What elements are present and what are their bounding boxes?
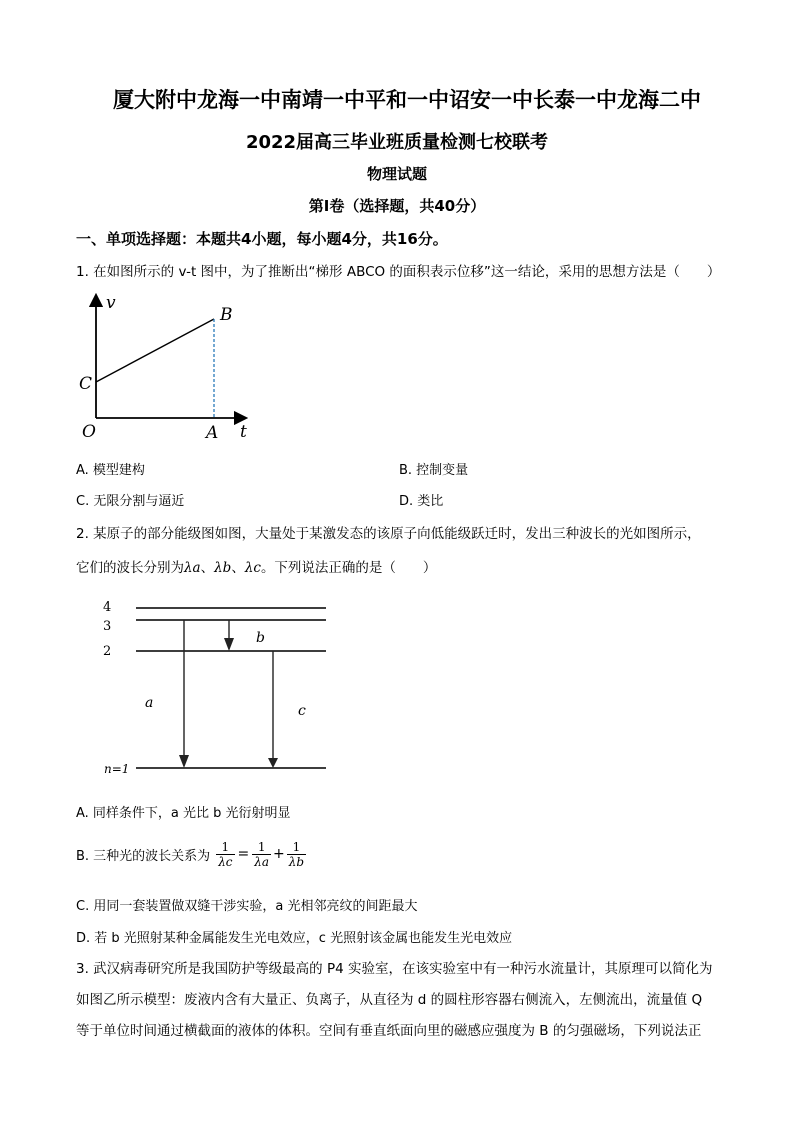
q2-label-n1: n=1	[104, 762, 130, 776]
q2-lambda-a: λa	[184, 560, 201, 576]
q2-option-c[interactable]: C. 用同一套装置做双缝干涉实验，a 光相邻亮纹的间距最大	[76, 899, 418, 914]
volume-title: 第Ⅰ卷（选择题，共40分）	[308, 197, 486, 215]
q2-frac-plus: +	[273, 846, 285, 862]
q1-label-C: C	[79, 374, 93, 394]
subject-title: 物理试题	[366, 165, 427, 183]
q2-arrow-a	[179, 755, 189, 768]
q2-lambda-b: λb	[214, 560, 232, 576]
q1-label-v: v	[106, 293, 116, 313]
q2-stem-line2: 它们的波长分别为λa、λb、λc。下列说法正确的是（ ）	[76, 560, 437, 576]
q1-option-a[interactable]: A. 模型建构	[76, 463, 145, 478]
q2-stem-line1: 2. 某原子的部分能级图如图，大量处于某激发态的该原子向低能级跃迁时，发出三种波长的光如图所示，	[76, 526, 701, 542]
q1-label-t: t	[240, 422, 247, 442]
q2-frac-equals: =	[237, 846, 250, 862]
q2-option-a[interactable]: A. 同样条件下，a 光比 b 光衍射明显	[76, 806, 291, 821]
q2-label-n3: 3	[103, 619, 112, 634]
exam-title: 2022届高三毕业班质量检测七校联考	[245, 132, 549, 153]
q2-arrow-c	[268, 758, 278, 768]
q2-label-c: c	[298, 703, 306, 719]
q2-label-n2: 2	[103, 644, 112, 659]
q1-label-O: O	[82, 422, 96, 442]
q2-label-b: b	[256, 630, 265, 646]
q1-option-d[interactable]: D. 类比	[399, 494, 444, 509]
q2-lambda-c: λc	[244, 560, 261, 576]
q2-energy-level-diagram	[100, 595, 340, 785]
q2-arrow-b	[224, 638, 234, 651]
q2-frac-b: $\frac{1}{\lambda b}$	[288, 839, 305, 869]
q1-stem: 1. 在如图所示的 v-t 图中，为了推断出“梯形 ABCO 的面积表示位移”这一结论，采用的思想方法是（ ）	[76, 264, 721, 280]
q3-line2: 如图乙所示模型：废液内含有大量正、负离子，从直径为 d 的圆柱形容器右侧流入，左侧流出，流量值 Q	[76, 992, 703, 1008]
q1-cb-line	[96, 319, 214, 382]
q2-stem-pre: 它们的波长分别为	[76, 560, 184, 576]
q2-option-d[interactable]: D. 若 b 光照射某种金属能发生光电效应，c 光照射该金属也能发生光电效应	[76, 931, 513, 946]
q1-option-c[interactable]: C. 无限分割与逼近	[76, 494, 185, 509]
q1-label-A: A	[206, 423, 219, 443]
q1-label-B: B	[220, 305, 233, 325]
q2-frac-c: $\frac{1}{\lambda c}$	[218, 839, 233, 869]
q2-label-a: a	[145, 695, 154, 711]
schools-title: 厦大附中龙海一中南靖一中平和一中诏安一中长泰一中龙海二中	[113, 88, 701, 112]
section-heading: 一、单项选择题：本题共4小题，每小题4分，共16分。	[76, 230, 448, 248]
q2-option-b[interactable]	[76, 834, 306, 874]
q2-option-b-text: B. 三种光的波长关系为	[76, 848, 211, 864]
q2-stem-post: 。下列说法正确的是（ ）	[260, 560, 437, 576]
q2-frac-a: $\frac{1}{\lambda a}$	[254, 839, 270, 869]
q3-line1: 3. 武汉病毒研究所是我国防护等级最高的 P4 实验室，在该实验室中有一种污水流量计，其原理可以简化为	[76, 961, 713, 977]
q3-line3: 等于单位时间通过横截面的液体的体积。空间有垂直纸面向里的磁感应强度为 B 的匀强磁场，下列说法正	[76, 1023, 702, 1039]
q1-vt-graph	[76, 292, 266, 444]
q1-option-b[interactable]: B. 控制变量	[399, 463, 469, 478]
q2-label-n4: 4	[103, 600, 112, 615]
